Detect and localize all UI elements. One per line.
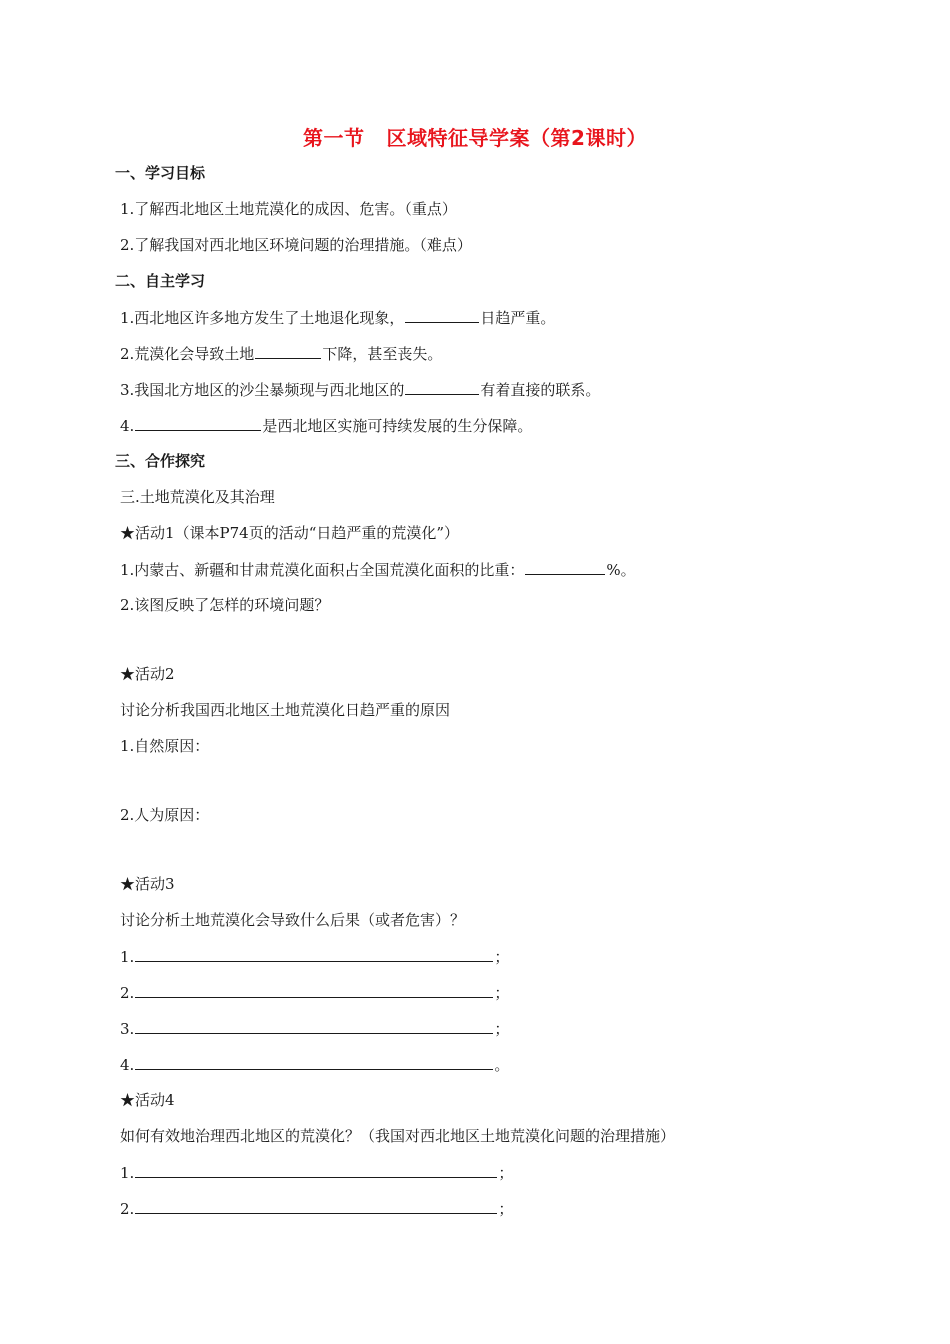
answer-blank[interactable] [135, 1018, 493, 1034]
answer-blank[interactable] [135, 982, 493, 998]
activity-3-prompt: 讨论分析土地荒漠化会导致什么后果（或者危害）？ [120, 911, 466, 929]
page-title [0, 122, 950, 151]
answer-line-item: 2. ； [120, 984, 510, 1002]
question-item: 2.该图反映了怎样的环境问题？ [120, 596, 330, 614]
answer-blank[interactable] [135, 1054, 493, 1070]
activity-1-title: ★活动1（课本P74页的活动“日趋严重的荒漠化”） [120, 524, 460, 542]
activity-4-prompt: 如何有效地治理西北地区的荒漠化？（我国对西北地区土地荒漠化问题的治理措施） [120, 1127, 676, 1145]
activity-4-title: ★活动4 [120, 1091, 175, 1109]
answer-blank[interactable] [525, 559, 605, 575]
activity-2-prompt: 讨论分析我国西北地区土地荒漠化日趋严重的原因 [120, 701, 451, 719]
answer-blank[interactable] [255, 343, 321, 359]
answer-line-item: 1. ； [120, 1164, 514, 1182]
title-main: 第一节 [303, 126, 365, 150]
natural-cause-label: 1.自然原因： [120, 737, 210, 755]
answer-line-item: 3. ； [120, 1020, 510, 1038]
answer-blank[interactable] [405, 379, 479, 395]
answer-line-item: 2. ； [120, 1200, 514, 1218]
answer-line-item: 4. 。 [120, 1056, 510, 1074]
title-sub: 区域特征导学案（第2课时） [386, 126, 647, 150]
fill-blank-item: 1.内蒙古、新疆和甘肃荒漠化面积占全国荒漠化面积的比重： %。 [120, 561, 636, 579]
answer-blank[interactable] [135, 1162, 497, 1178]
fill-blank-item: 3.我国北方地区的沙尘暴频现与西北地区的 有着直接的联系。 [120, 381, 601, 399]
section-heading-goals: 一、学习目标 [115, 164, 206, 182]
answer-blank[interactable] [405, 307, 479, 323]
answer-line-item: 1. ； [120, 948, 510, 966]
fill-blank-item: 4. 是西北地区实施可持续发展的生分保障。 [120, 417, 533, 435]
section-heading-cooperation: 三、合作探究 [115, 452, 206, 470]
fill-blank-item: 1.西北地区许多地方发生了土地退化现象， 日趋严重。 [120, 309, 556, 327]
subsection-heading: 三.土地荒漠化及其治理 [120, 488, 275, 506]
answer-blank[interactable] [135, 415, 261, 431]
goal-item: 2.了解我国对西北地区环境问题的治理措施。（难点） [120, 236, 472, 254]
activity-3-title: ★活动3 [120, 875, 175, 893]
activity-2-title: ★活动2 [120, 665, 175, 683]
answer-blank[interactable] [135, 1198, 497, 1214]
goal-item: 1.了解西北地区土地荒漠化的成因、危害。（重点） [120, 200, 457, 218]
fill-blank-item: 2.荒漠化会导致土地 下降，甚至丧失。 [120, 345, 443, 363]
human-cause-label: 2.人为原因： [120, 806, 210, 824]
answer-blank[interactable] [135, 946, 493, 962]
section-heading-self-study: 二、自主学习 [115, 272, 206, 290]
